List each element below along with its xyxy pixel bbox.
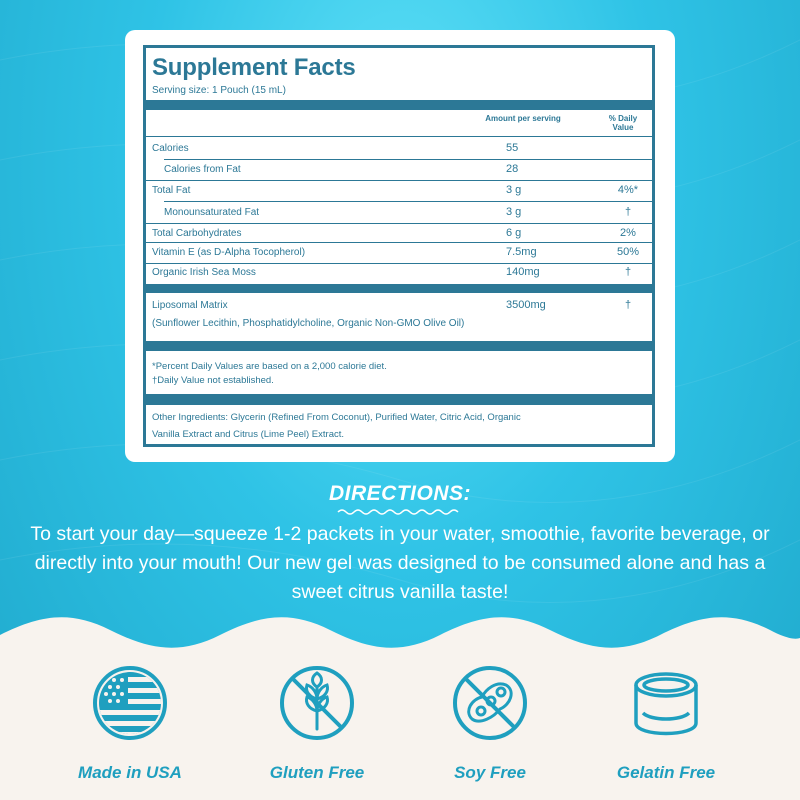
row-dv: † bbox=[624, 266, 632, 278]
row-name: Vitamin E (as D-Alpha Tocopherol) bbox=[152, 247, 306, 258]
row-name: Calories from Fat bbox=[164, 164, 241, 175]
other-ingredients-2: Vanilla Extract and Citrus (Lime Peel) Extract. bbox=[152, 429, 345, 440]
supplement-facts-panel bbox=[143, 45, 655, 447]
row-dv: 2% bbox=[620, 227, 636, 239]
row-name: Calories bbox=[152, 143, 189, 154]
squiggle-underline bbox=[336, 508, 464, 516]
usa-flag-icon bbox=[90, 663, 170, 743]
row-amount: 28 bbox=[506, 163, 519, 175]
row-name: Total Carbohydrates bbox=[152, 228, 242, 239]
divider-bar bbox=[146, 284, 652, 293]
badge-label: Gluten Free bbox=[269, 763, 365, 782]
row-dv: † bbox=[624, 299, 632, 311]
row-amount: 7.5mg bbox=[506, 246, 537, 258]
facts-title: Supplement Facts bbox=[152, 54, 356, 81]
row-divider bbox=[146, 263, 652, 264]
footnote-dv: *Percent Daily Values are based on a 2,000 calorie diet. bbox=[152, 361, 387, 372]
divider-bar bbox=[146, 394, 652, 405]
row-name: Monounsaturated Fat bbox=[164, 207, 260, 218]
row-amount: 3 g bbox=[506, 206, 522, 218]
matrix-note: (Sunflower Lecithin, Phosphatidylcholine, Organic Non-GMO Olive Oil) bbox=[152, 318, 465, 329]
no-soy-icon bbox=[450, 663, 530, 743]
badge-label: Gelatin Free bbox=[616, 763, 716, 782]
divider-bar bbox=[146, 341, 652, 351]
dv-header: % Daily Value bbox=[608, 114, 638, 132]
amount-header: Amount per serving bbox=[485, 114, 561, 123]
row-dv: † bbox=[624, 206, 632, 218]
row-amount: 55 bbox=[506, 142, 519, 154]
badge-label: Soy Free bbox=[454, 763, 526, 782]
gelatin-cup-icon bbox=[626, 663, 706, 743]
row-divider bbox=[146, 180, 652, 181]
row-dv: 4%* bbox=[617, 184, 639, 196]
row-divider bbox=[146, 242, 652, 243]
row-amount: 6 g bbox=[506, 227, 522, 239]
row-name: Organic Irish Sea Moss bbox=[152, 267, 256, 278]
row-amount: 3 g bbox=[506, 184, 522, 196]
row-divider bbox=[164, 159, 652, 160]
row-amount: 3500mg bbox=[506, 299, 546, 311]
directions-title: DIRECTIONS: bbox=[329, 482, 471, 505]
row-name: Total Fat bbox=[152, 185, 191, 196]
footnote-dagger: †Daily Value not established. bbox=[152, 375, 274, 386]
row-divider bbox=[164, 201, 652, 202]
row-name: Liposomal Matrix bbox=[152, 300, 228, 311]
other-ingredients-1: Other Ingredients: Glycerin (Refined From Coconut), Purified Water, Citric Acid, Organic bbox=[152, 412, 521, 423]
row-divider bbox=[146, 136, 652, 137]
divider-bar bbox=[146, 100, 652, 110]
no-wheat-icon bbox=[277, 663, 357, 743]
badge-label: Made in USA bbox=[78, 763, 182, 782]
serving-size: Serving size: 1 Pouch (15 mL) bbox=[152, 85, 286, 96]
row-divider bbox=[146, 223, 652, 224]
row-amount: 140mg bbox=[506, 266, 540, 278]
row-dv: 50% bbox=[616, 246, 640, 258]
directions-text: To start your day—squeeze 1-2 packets in your water, smoothie, favorite beverage, or directly into your mouth! Our new gel was designed to be consumed alone and has a sweet citrus vanilla taste! bbox=[30, 523, 770, 603]
